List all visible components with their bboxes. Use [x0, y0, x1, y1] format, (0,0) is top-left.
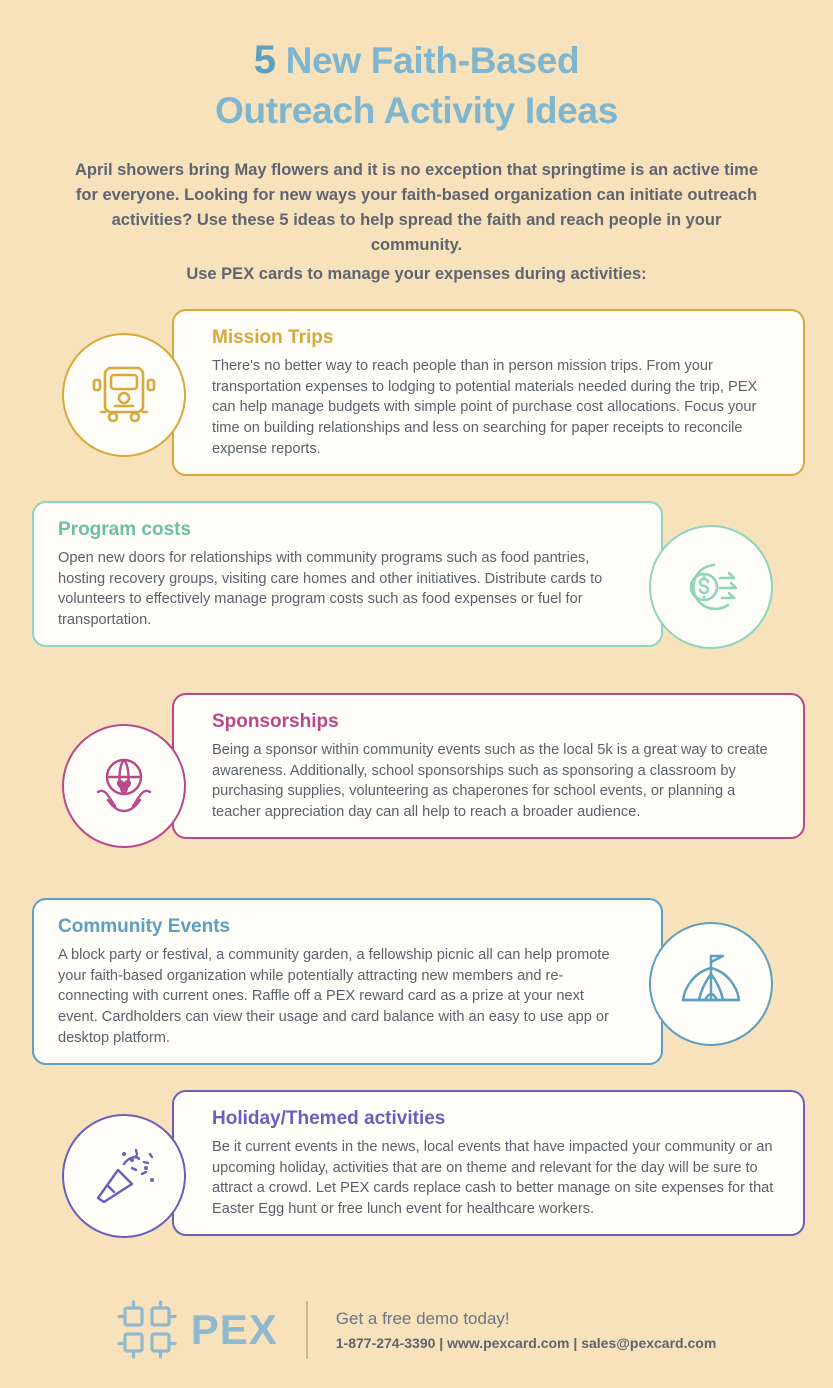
page-title [60, 34, 773, 136]
card-title: Holiday/Themed activities [212, 1108, 446, 1130]
card-body [32, 898, 663, 1065]
card-mission-trips [0, 309, 833, 481]
cards-list [0, 309, 833, 1262]
header [0, 0, 833, 287]
card-holiday-themed-activities [0, 1090, 833, 1262]
card-text: Open new doors for relationships with community programs such as food pantries, hosting recovery groups, visiting care homes and other initiatives. Distribute cards to volunteers to effectively manage program costs such as food expenses or fuel for transportation. [58, 550, 603, 629]
card-title: Mission Trips [212, 327, 334, 349]
card-sponsorships [0, 693, 833, 878]
card-body [172, 309, 805, 476]
card-text: Be it current events in the news, local events that have impacted your community or an upcoming holiday, activities that are on theme and relevant for the day will be sure to attract a crowd. Let PEX cards replace cash to better manage on site expenses for that Easter Egg hunt or free lunch event for healthcare workers. [212, 1139, 774, 1218]
dollar-arrow-icon [649, 525, 773, 649]
footer [0, 1300, 833, 1360]
title-rest: New Faith-Based [275, 40, 580, 81]
title-number: 5 [253, 38, 276, 82]
card-text: A block party or festival, a community garden, a fellowship picnic all can help promote your faith-based organization while potentially attracting new members and re-connecting with current ones. Raffle off a PEX reward card as a prize at your next event. Cardholders can view their usage and card balance with an easy to use app or desktop platform. [58, 947, 610, 1046]
card-title: Sponsorships [212, 711, 339, 733]
intro-text: April showers bring May flowers and it is no exception that springtime is an active time for everyone. Looking for new ways your faith-based organization can initiate outreach activities? Use these 5 ideas to help spread the faith and reach people in your community. [74, 160, 759, 254]
title-line-2: Outreach Activity Ideas [215, 89, 618, 131]
card-program-costs [0, 501, 833, 673]
intro-paragraph [60, 158, 773, 287]
tent-icon [649, 922, 773, 1046]
footer-cta: Get a free demo today! [335, 1309, 510, 1328]
card-title: Community Events [58, 916, 231, 938]
card-text: Being a sponsor within community events such as the local 5k is a great way to create awareness. Additionally, school sponsorships such as sponsoring a classroom by purchasing supplies, volunteering as chaperones for school events, or planning a teacher appreciation day can all help to reach a broader audience. [212, 742, 768, 821]
intro-last-line: Use PEX cards to manage your expenses during activities: [186, 264, 647, 283]
card-title: Program costs [58, 519, 192, 541]
card-community-events [0, 898, 833, 1070]
pex-logo-text: PEX [190, 1306, 278, 1353]
card-body [172, 693, 805, 839]
party-popper-icon [62, 1114, 186, 1238]
globe-heart-hands-icon [62, 724, 186, 848]
bus-icon [62, 333, 186, 457]
card-text: There's no better way to reach people than in person mission trips. From your transportation expenses to lodging to potential materials needed during the trip, PEX can help manage budgets with simple point of purchase cost allocations. Focus your time on building relationships and less on searching for paper receipts to reconcile expense reports. [212, 358, 758, 457]
card-body [32, 501, 663, 647]
pex-logo-mark [117, 1300, 179, 1360]
footer-text-block [308, 1309, 717, 1351]
card-body [172, 1090, 805, 1236]
footer-contact[interactable]: 1-877-274-3390 | www.pexcard.com | sales@pexcard.com [335, 1335, 717, 1351]
pex-logo [117, 1300, 306, 1360]
